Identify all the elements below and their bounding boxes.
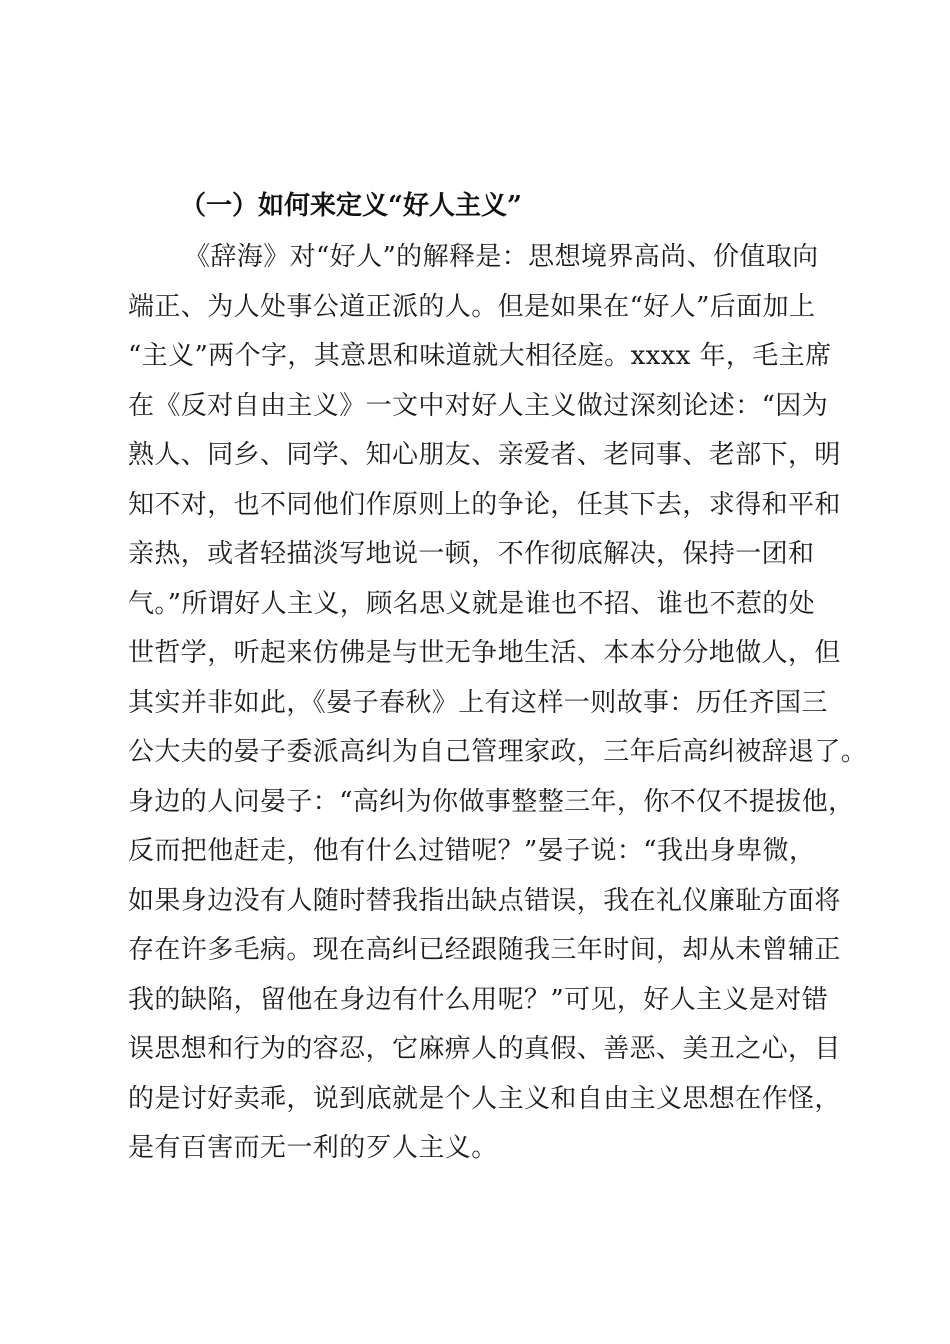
paragraph-line: 存在许多毛病。现在高纠已经跟随我三年时间，却从未曾辅正	[128, 935, 841, 965]
paragraph-line: 《辞海》对“好人”的解释是：思想境界高尚、价值取向	[184, 242, 819, 272]
paragraph-line: 反而把他赶走，他有什么过错呢？”晏子说：“我出身卑微，	[128, 836, 816, 866]
paragraph-line: 端正、为人处事公道正派的人。但是如果在“好人”后面加上	[128, 291, 816, 322]
paragraph-line: 身边的人问晏子：“高纠为你做事整整三年，你不仅不提拔他，	[128, 786, 855, 817]
paragraph-line: 在《反对自由主义》一文中对好人主义做过深刻论述：“因为	[128, 390, 829, 421]
body-paragraph	[128, 233, 868, 1174]
paragraph-line: 世哲学，听起来仿佛是与世无争地生活、本本分分地做人，但	[128, 638, 841, 668]
paragraph-line: “主义”两个字，其意思和味道就大相径庭。xxxx 年，毛主席	[128, 341, 832, 371]
paragraph-line: 气。”所谓好人主义，顾名思义就是谁也不招、谁也不惹的处	[128, 588, 816, 619]
paragraph-line: 的是讨好卖乖，说到底就是个人主义和自由主义思想在作怪，	[128, 1083, 841, 1114]
paragraph-line: 我的缺陷，留他在身边有什么用呢？”可见，好人主义是对错	[128, 984, 829, 1015]
paragraph-line: 熟人、同乡、同学、知心朋友、亲爱者、老同事、老部下，明	[128, 440, 841, 470]
section-heading: （一）如何来定义“好人主义”	[180, 191, 522, 221]
paragraph-line: 知不对，也不同他们作原则上的争论，任其下去，求得和平和	[128, 489, 841, 520]
paragraph-line: 是有百害而无一利的歹人主义。	[128, 1133, 498, 1163]
paragraph-line: 公大夫的晏子委派高纠为自己管理家政，三年后高纠被辞退了。	[128, 737, 868, 767]
paragraph-line: 误思想和行为的容忍，它麻痹人的真假、善恶、美丑之心，目	[128, 1034, 841, 1064]
paragraph-line: 如果身边没有人随时替我指出缺点错误，我在礼仪廉耻方面将	[128, 885, 841, 916]
paragraph-line: 亲热，或者轻描淡写地说一顿，不作彻底解决，保持一团和	[128, 539, 815, 569]
paragraph-line: 其实并非如此，《晏子春秋》上有这样一则故事：历任齐国三	[128, 687, 828, 718]
